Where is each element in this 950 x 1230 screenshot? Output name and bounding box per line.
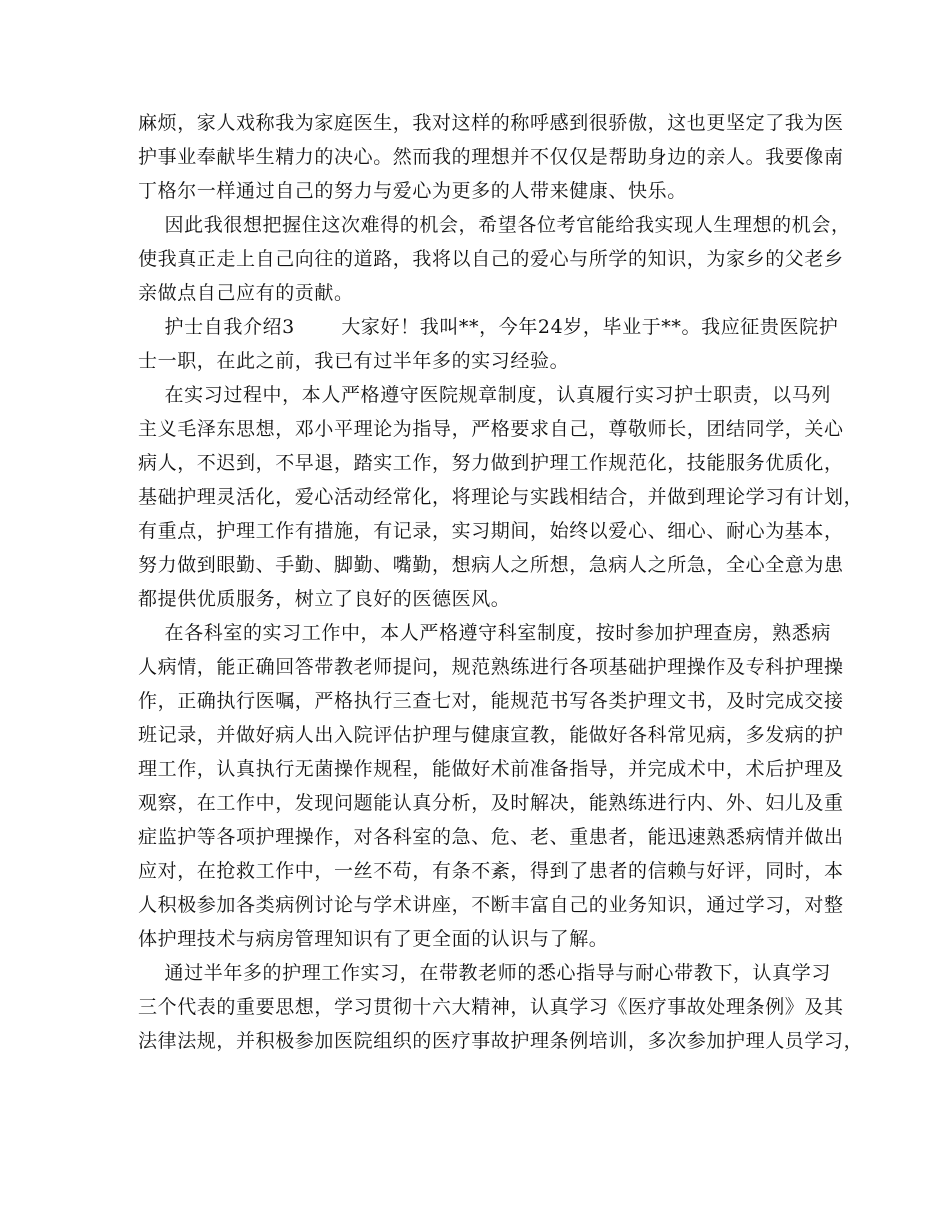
text-line: 人积极参加各类病例讨论与学术讲座，不断丰富自己的业务知识，通过学习，对整 <box>138 894 844 916</box>
text-line: 症监护等各项护理操作，对各科室的急、危、老、重患者，能迅速熟悉病情并做出 <box>138 826 844 848</box>
text-line: 基础护理灵活化，爱心活动经常化，将理论与实践相结合，并做到理论学习有计划， <box>138 486 864 508</box>
text-line: 理工作，认真执行无菌操作规程，能做好术前准备指导，并完成术中，术后护理及 <box>138 758 844 780</box>
text-line: 士一职，在此之前，我已有过半年多的实习经验。 <box>138 350 570 372</box>
text-line: 麻烦，家人戏称我为家庭医生，我对这样的称呼感到很骄傲，这也更坚定了我为医 <box>138 112 844 134</box>
text-line: 有重点，护理工作有措施，有记录，实习期间，始终以爱心、细心、耐心为基本， <box>138 520 844 542</box>
text-line: 通过半年多的护理工作实习，在带教老师的悉心指导与耐心带教下，认真学习 <box>138 962 831 984</box>
text-line: 使我真正走上自己向往的道路，我将以自己的爱心与所学的知识，为家乡的父老乡 <box>138 248 844 270</box>
text-line: 因此我很想把握住这次难得的机会，希望各位考官能给我实现人生理想的机会， <box>138 214 851 236</box>
text-line: 都提供优质服务，树立了良好的医德医风。 <box>138 588 511 610</box>
text-line: 三个代表的重要思想，学习贯彻十六大精神，认真学习《医疗事故处理条例》及其 <box>138 996 844 1018</box>
text-line: 人病情，能正确回答带教老师提问，规范熟练进行各项基础护理操作及专科护理操 <box>138 656 844 678</box>
text-line: 主义毛泽东思想，邓小平理论为指导，严格要求自己，尊敬师长，团结同学，关心 <box>138 418 844 440</box>
document-body <box>138 106 864 1058</box>
text-line: 应对，在抢救工作中，一丝不苟，有条不紊，得到了患者的信赖与好评，同时，本 <box>138 860 844 882</box>
text-line: 病人，不迟到，不早退，踏实工作，努力做到护理工作规范化，技能服务优质化， <box>138 452 844 474</box>
text-line: 班记录，并做好病人出入院评估护理与健康宣教，能做好各科常见病，多发病的护 <box>138 724 844 746</box>
text-line: 护士自我介绍3 大家好！我叫**，今年24岁，毕业于**。我应征贵医院护 <box>138 316 839 338</box>
text-line: 在实习过程中，本人严格遵守医院规章制度，认真履行实习护士职责，以马列 <box>138 384 831 406</box>
text-line: 体护理技术与病房管理知识有了更全面的认识与了解。 <box>138 928 609 950</box>
text-line: 作，正确执行医嘱，严格执行三查七对，能规范书写各类护理文书，及时完成交接 <box>138 690 844 712</box>
text-line: 在各科室的实习工作中，本人严格遵守科室制度，按时参加护理查房，熟悉病 <box>138 622 831 644</box>
text-line: 护事业奉献毕生精力的决心。然而我的理想并不仅仅是帮助身边的亲人。我要像南 <box>138 146 844 168</box>
text-line: 亲做点自己应有的贡献。 <box>138 282 354 304</box>
text-line: 努力做到眼勤、手勤、脚勤、嘴勤，想病人之所想，急病人之所急，全心全意为患 <box>138 554 844 576</box>
text-line: 法律法规，并积极参加医院组织的医疗事故护理条例培训，多次参加护理人员学习， <box>138 1030 864 1052</box>
text-line: 丁格尔一样通过自己的努力与爱心为更多的人带来健康、快乐。 <box>138 180 687 202</box>
text-line: 观察，在工作中，发现问题能认真分析，及时解决，能熟练进行内、外、妇儿及重 <box>138 792 844 814</box>
